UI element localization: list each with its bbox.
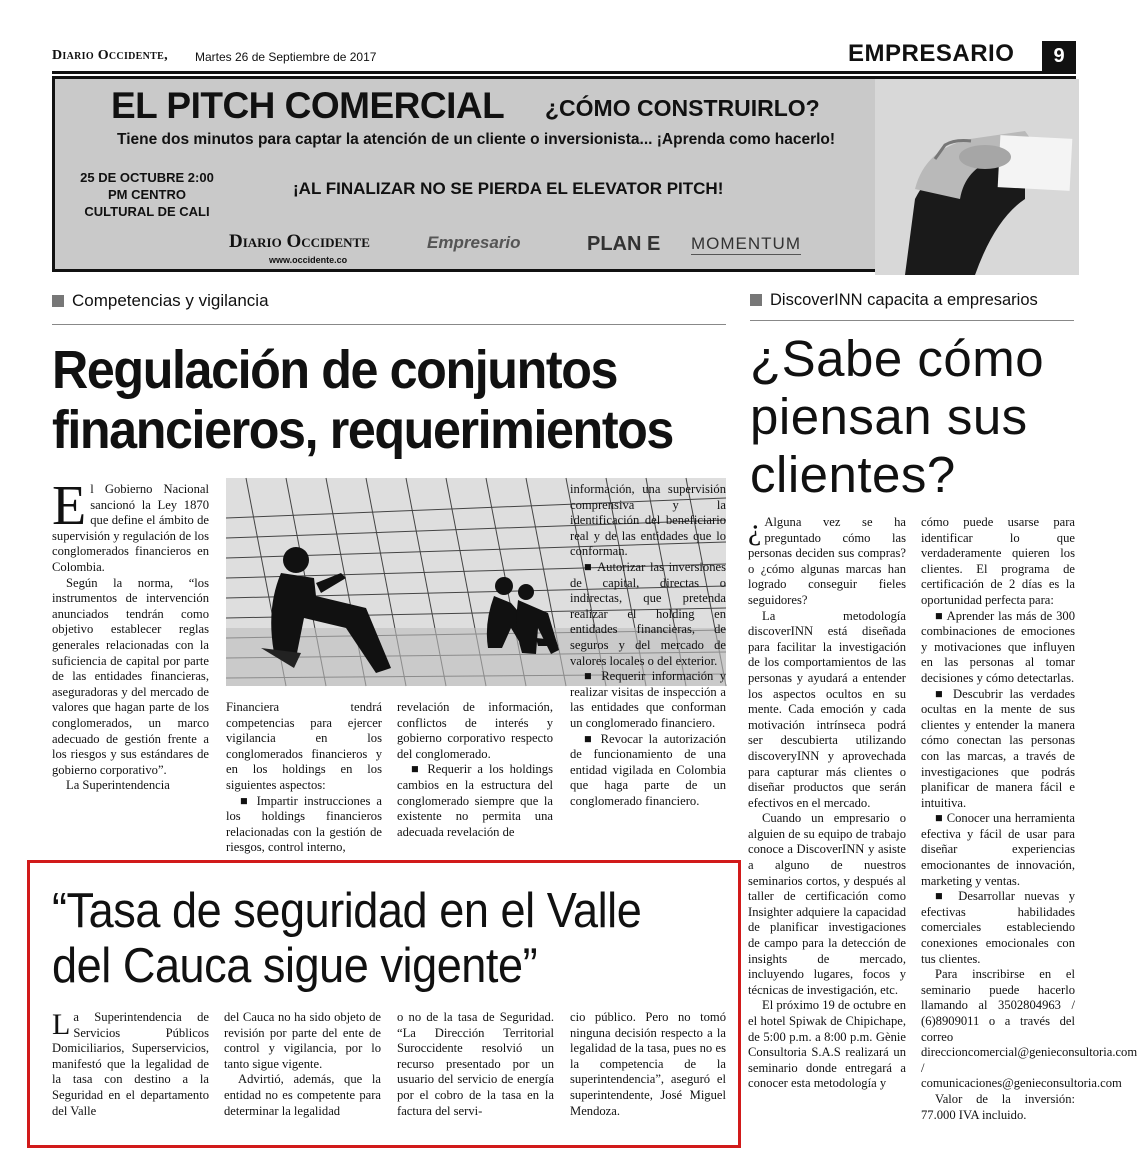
logo-diario-occidente: Diario Occidente — [229, 231, 370, 252]
divider — [52, 324, 726, 325]
hand-card-illustration — [875, 79, 1079, 275]
issue-date: Martes 26 de Septiembre de 2017 — [195, 50, 377, 64]
logo-momentum: MOMENTUM — [691, 234, 801, 253]
dropcap: ¿ — [748, 513, 762, 546]
header-rule — [52, 71, 1076, 74]
article1-col3: revelación de información, conflictos de interés y gobierno corporativo respecto del conglomerado. ■ Requerir a los holdings cambios en la estructura del conglomerado siempre que la existente no permita una adecuada revelación de — [397, 700, 553, 839]
banner-title: EL PITCH COMERCIAL — [111, 85, 505, 126]
article3-col1: L a Superintendencia de Servicios Públicos Domiciliarios, Superservicios, manifestó que la legalidad de la tasa con destino a la Seguridad en el departamento del Valle — [52, 1008, 209, 1118]
article3-col3: o no de la tasa de Seguridad. “La Dirección Territorial Suroccidente resolvió un recurso presentado por un usuario del servicio de energía por el cobro de la tasa en la factura del servi- — [397, 1010, 554, 1118]
article1-col2: Financiera tendrá competencias para ejercer vigilancia en los conglomerados financieros y en los holdings en los siguientes aspectos: ■ Impartir instrucciones a los holdings financieros relacionadas con la gestión de riesgos, control interno, — [226, 700, 382, 855]
article3-col4: cio público. Pero no tomó ninguna decisión respecto a la legalidad de la tasa, pues no es la competencia de la superintendencia”, aseguró el superintendente, José Miguel Mendoza. — [570, 1010, 726, 1118]
square-bullet-icon — [750, 294, 762, 306]
section-title: EMPRESARIO — [848, 40, 1015, 67]
article2-section-label: DiscoverINN capacita a empresarios — [750, 291, 1038, 310]
banner-event-info: 25 DE OCTUBRE 2:00 PM CENTRO CULTURAL DE CALI — [80, 170, 214, 219]
divider — [750, 320, 1074, 321]
dropcap: E — [52, 475, 87, 537]
logo-plan-e: PLAN E — [587, 233, 661, 255]
logo-url: www.occidente.co — [269, 255, 348, 265]
masthead: Diario Occidente, — [52, 48, 168, 63]
banner-call-to-action: ¡AL FINALIZAR NO SE PIERDA EL ELEVATOR PITCH! — [293, 179, 724, 198]
article3-headline: “Tasa de seguridad en el Valle del Cauca sigue vigente” — [52, 884, 642, 993]
article1-section-label: Competencias y vigilancia — [52, 291, 269, 311]
article1-headline: Regulación de conjuntos financieros, requerimientos — [52, 340, 673, 460]
pitch-banner-ad — [52, 76, 1076, 272]
logo-empresario: Empresario — [427, 233, 521, 252]
article1-col1: E l Gobierno Nacional sancionó la Ley 1870 que define el ámbito de supervisión y regulación de los conglomerados financieros en Colombia. Según la norma, “los instrumentos de intervención anunciados tendrán como objetivo establecer reglas generales relacionadas con la suficiencia de capital por parte de las entidades financieras, aseguradoras y del mercado de valores que hagan parte de los conglomerados, un marco adecuado de gestión frente a los riesgos y sus estándares de gobierno corporativo”. La Superintendencia — [52, 475, 209, 793]
article2-col1: ¿ Alguna vez se ha preguntado cómo las personas deciden sus compras? o ¿cómo algunas marcas han logrado conseguir fieles seguidores? La metodología discoverINN está diseñada para facilitar la investigación de los comportamientos de las personas y ayudará a entender los aspectos ocultos en su mente. Cada emoción y cada motivación intrínseca podrá ser descubierta utilizando discoveryINN y aprovechada para capturar más clientes o diseñar productos que serán efectivos en el mercado. Cuando un empresario o alguien de su equipo de trabajo conoce a DiscoverINN y asiste a alguno de nuestros seminarios cortos, y después al taller de certificación como Insighter adquiere la capacidad de planificar investigaciones de campo para la detección de insights de mercado, incluyendo lugares, focos y técnicas de investigación, etc. El próximo 19 de octubre en el hotel Spiwak de Chipichape, de 5:00 p.m. a 8:00 p.m. Gènie Consultoria S.A.S realizará un seminario donde entregará a conocer esta metodología y — [748, 513, 906, 1091]
article2-headline: ¿Sabe cómo piensan sus clientes? — [750, 330, 1045, 503]
square-bullet-icon — [52, 295, 64, 307]
banner-subtitle: Tiene dos minutos para captar la atención de un cliente o inversionista... ¡Aprenda como hacerlo! — [117, 131, 836, 148]
dropcap: L — [52, 1008, 71, 1041]
article3-col2: del Cauca no ha sido objeto de revisión por parte del ente de control y vigilancia, por lo tanto sigue vigente. Advirtió, además, que la entidad no es competente para determinar la legalidad — [224, 1010, 381, 1118]
page-number: 9 — [1042, 41, 1076, 71]
article1-col4: información, una supervisión comprensiva y la identificación del beneficiario real y de las entidades que lo conforman. ■ Autorizar las inversiones de capital, directas o indirectas, que pretenda realizar el holding en entidades financieras, de seguros y del mercado de valores locales o del exterior. ■ Requerir información y realizar visitas de inspección a las entidades que conforman un conglomerado financiero. ■ Revocar la autorización de funcionamiento de una entidad vigilada en Colombia que haga parte de un conglomerado financiero. — [570, 482, 726, 808]
article2-col2: cómo puede usarse para identificar lo que verdaderamente quieren los clientes. El programa de certificación de 2 días es la oportunidad perfecta para: ■ Aprender las más de 300 combinaciones de emociones y motivaciones que influyen en las personas al tomar decisiones y cómo detectarlas. ■ Descubrir las verdades ocultas en la mente de sus clientes y entender la manera cómo conectan las personas con las marcas, a través de investigaciones que podrás planificar de manera fácil e intuitiva. ■ Conocer una herramienta efectiva y fácil de usar para diseñar experiencias emocionantes de innovación, marketing y ventas. ■ Desarrollar nuevas y efectivas habilidades comerciales estableciendo conexiones emocionales con tus clientes. Para inscribirse en el seminario puede hacerlo llamando al 3502804963 / (6)8909011 o a través del correo direccioncomercial@genieconsultoria.com / comunicaciones@genieconsultoria.com Valor de la inversión: 77.000 IVA incluido. — [921, 515, 1137, 1122]
banner-question: ¿CÓMO CONSTRUIRLO? — [545, 95, 820, 121]
